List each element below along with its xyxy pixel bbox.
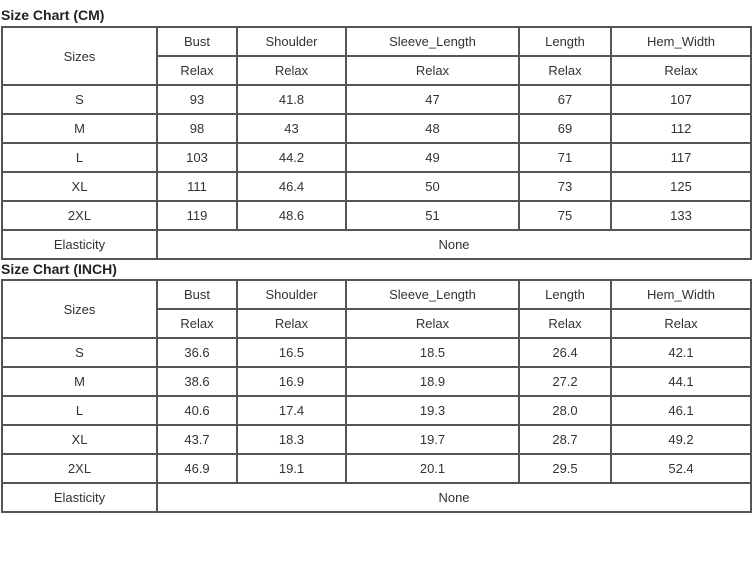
value-cell: 112 — [611, 114, 751, 143]
value-cell: 46.9 — [157, 454, 237, 483]
fit-cell: Relax — [157, 309, 237, 338]
size-chart-inch — [0, 260, 715, 513]
fit-cell: Relax — [611, 56, 751, 85]
size-cell: XL — [2, 172, 157, 201]
value-cell: 19.3 — [346, 396, 519, 425]
size-cell: 2XL — [2, 201, 157, 230]
table-row — [2, 172, 751, 201]
header-bust: Bust — [157, 280, 237, 309]
table-row — [2, 201, 751, 230]
table-row — [2, 143, 751, 172]
size-cell: M — [2, 114, 157, 143]
fit-cell: Relax — [237, 309, 346, 338]
table-row — [2, 425, 751, 454]
value-cell: 40.6 — [157, 396, 237, 425]
fit-cell: Relax — [157, 56, 237, 85]
table-row — [2, 85, 751, 114]
value-cell: 28.0 — [519, 396, 611, 425]
size-table — [1, 26, 752, 260]
value-cell: 46.1 — [611, 396, 751, 425]
value-cell: 38.6 — [157, 367, 237, 396]
value-cell: 71 — [519, 143, 611, 172]
value-cell: 36.6 — [157, 338, 237, 367]
value-cell: 19.1 — [237, 454, 346, 483]
size-chart-cm — [0, 0, 715, 260]
value-cell: 48.6 — [237, 201, 346, 230]
table-row — [2, 367, 751, 396]
sizes-header: Sizes — [2, 280, 157, 338]
value-cell: 133 — [611, 201, 751, 230]
value-cell: 44.2 — [237, 143, 346, 172]
value-cell: 46.4 — [237, 172, 346, 201]
value-cell: 107 — [611, 85, 751, 114]
value-cell: 67 — [519, 85, 611, 114]
table-row — [2, 114, 751, 143]
value-cell: 20.1 — [346, 454, 519, 483]
value-cell: 18.9 — [346, 367, 519, 396]
value-cell: 27.2 — [519, 367, 611, 396]
value-cell: 41.8 — [237, 85, 346, 114]
elasticity-row — [2, 483, 751, 512]
size-cell: M — [2, 367, 157, 396]
value-cell: 47 — [346, 85, 519, 114]
value-cell: 26.4 — [519, 338, 611, 367]
value-cell: 28.7 — [519, 425, 611, 454]
value-cell: 98 — [157, 114, 237, 143]
chart-title: Size Chart (INCH) — [1, 261, 117, 277]
size-cell: 2XL — [2, 454, 157, 483]
elasticity-value: None — [157, 230, 751, 259]
elasticity-row — [2, 230, 751, 259]
header-sleeve-length: Sleeve_Length — [346, 27, 519, 56]
value-cell: 49 — [346, 143, 519, 172]
size-cell: L — [2, 396, 157, 425]
header-shoulder: Shoulder — [237, 27, 346, 56]
elasticity-label: Elasticity — [2, 483, 157, 512]
header-row — [2, 280, 751, 309]
header-hem-width: Hem_Width — [611, 27, 751, 56]
value-cell: 16.5 — [237, 338, 346, 367]
fit-cell: Relax — [346, 56, 519, 85]
sizes-header: Sizes — [2, 27, 157, 85]
header-sleeve-length: Sleeve_Length — [346, 280, 519, 309]
header-bust: Bust — [157, 27, 237, 56]
elasticity-label: Elasticity — [2, 230, 157, 259]
fit-cell: Relax — [611, 309, 751, 338]
value-cell: 48 — [346, 114, 519, 143]
value-cell: 18.5 — [346, 338, 519, 367]
value-cell: 119 — [157, 201, 237, 230]
size-cell: XL — [2, 425, 157, 454]
value-cell: 69 — [519, 114, 611, 143]
value-cell: 44.1 — [611, 367, 751, 396]
header-length: Length — [519, 27, 611, 56]
value-cell: 103 — [157, 143, 237, 172]
fit-cell: Relax — [519, 309, 611, 338]
value-cell: 29.5 — [519, 454, 611, 483]
header-row — [2, 27, 751, 56]
size-cell: S — [2, 338, 157, 367]
value-cell: 117 — [611, 143, 751, 172]
header-hem-width: Hem_Width — [611, 280, 751, 309]
value-cell: 42.1 — [611, 338, 751, 367]
value-cell: 93 — [157, 85, 237, 114]
value-cell: 49.2 — [611, 425, 751, 454]
fit-cell: Relax — [346, 309, 519, 338]
value-cell: 111 — [157, 172, 237, 201]
chart-title: Size Chart (CM) — [1, 7, 105, 23]
value-cell: 52.4 — [611, 454, 751, 483]
value-cell: 16.9 — [237, 367, 346, 396]
table-row — [2, 454, 751, 483]
value-cell: 50 — [346, 172, 519, 201]
value-cell: 73 — [519, 172, 611, 201]
value-cell: 43.7 — [157, 425, 237, 454]
header-length: Length — [519, 280, 611, 309]
elasticity-value: None — [157, 483, 751, 512]
value-cell: 18.3 — [237, 425, 346, 454]
table-row — [2, 396, 751, 425]
value-cell: 17.4 — [237, 396, 346, 425]
value-cell: 19.7 — [346, 425, 519, 454]
header-shoulder: Shoulder — [237, 280, 346, 309]
table-row — [2, 338, 751, 367]
value-cell: 75 — [519, 201, 611, 230]
fit-cell: Relax — [519, 56, 611, 85]
size-cell: L — [2, 143, 157, 172]
value-cell: 125 — [611, 172, 751, 201]
value-cell: 51 — [346, 201, 519, 230]
size-cell: S — [2, 85, 157, 114]
value-cell: 43 — [237, 114, 346, 143]
size-table — [1, 279, 752, 513]
fit-cell: Relax — [237, 56, 346, 85]
